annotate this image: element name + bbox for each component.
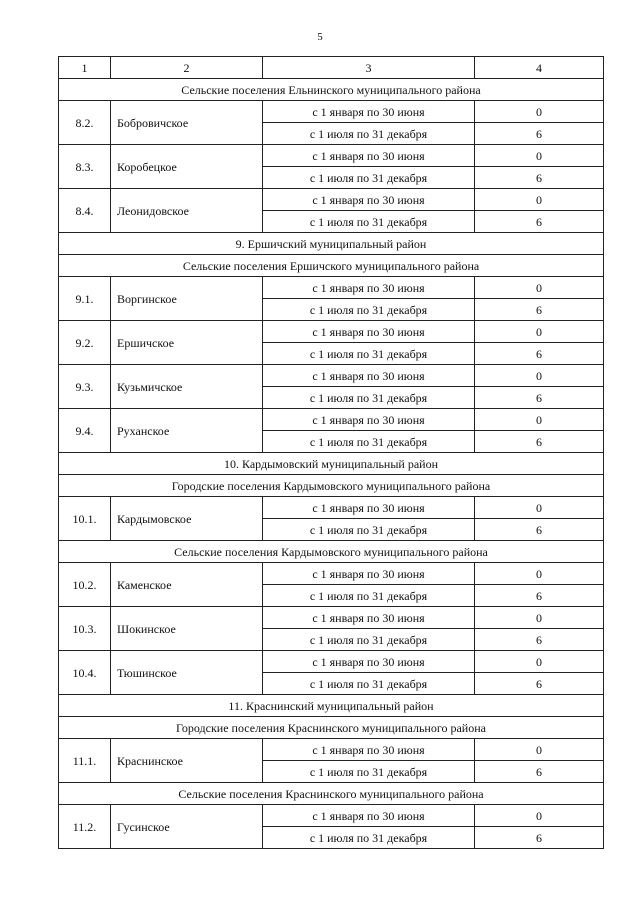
value-cell: 0 (475, 409, 604, 431)
value-cell: 6 (475, 519, 604, 541)
section-row (59, 695, 604, 717)
section-heading: Сельские поселения Ельнинского муниципального района (59, 79, 604, 101)
period-cell: с 1 января по 30 июня (263, 277, 475, 299)
period-cell: с 1 января по 30 июня (263, 189, 475, 211)
section-row (59, 717, 604, 739)
item-number: 8.3. (59, 145, 111, 189)
value-cell: 0 (475, 805, 604, 827)
section-row (59, 255, 604, 277)
value-cell: 0 (475, 563, 604, 585)
period-cell: с 1 июля по 31 декабря (263, 343, 475, 365)
item-number: 9.3. (59, 365, 111, 409)
period-cell: с 1 июля по 31 декабря (263, 167, 475, 189)
value-cell: 0 (475, 321, 604, 343)
settlement-name: Тюшинское (111, 651, 263, 695)
item-number: 10.4. (59, 651, 111, 695)
table-body (59, 57, 604, 849)
header-row (59, 57, 604, 79)
item-number: 9.2. (59, 321, 111, 365)
settlement-name: Бобровичское (111, 101, 263, 145)
value-cell: 6 (475, 387, 604, 409)
value-cell: 6 (475, 299, 604, 321)
item-number: 10.1. (59, 497, 111, 541)
settlement-name: Кардымовское (111, 497, 263, 541)
settlement-row (59, 145, 604, 167)
period-cell: с 1 июля по 31 декабря (263, 123, 475, 145)
value-cell: 0 (475, 497, 604, 519)
item-number: 11.2. (59, 805, 111, 849)
period-cell: с 1 июля по 31 декабря (263, 629, 475, 651)
value-cell: 0 (475, 365, 604, 387)
value-cell: 0 (475, 739, 604, 761)
value-cell: 6 (475, 431, 604, 453)
settlement-row (59, 365, 604, 387)
period-cell: с 1 января по 30 июня (263, 101, 475, 123)
column-number-2: 2 (111, 57, 263, 79)
section-heading: 11. Краснинский муниципальный район (59, 695, 604, 717)
period-cell: с 1 июля по 31 декабря (263, 673, 475, 695)
period-cell: с 1 января по 30 июня (263, 365, 475, 387)
period-cell: с 1 июля по 31 декабря (263, 431, 475, 453)
settlement-name: Леонидовское (111, 189, 263, 233)
settlement-name: Кузьмичское (111, 365, 263, 409)
item-number: 11.1. (59, 739, 111, 783)
value-cell: 6 (475, 761, 604, 783)
settlement-row (59, 563, 604, 585)
settlement-name: Руханское (111, 409, 263, 453)
section-heading: 9. Ершичский муниципальный район (59, 233, 604, 255)
period-cell: с 1 января по 30 июня (263, 145, 475, 167)
value-cell: 6 (475, 343, 604, 365)
settlement-name: Каменское (111, 563, 263, 607)
settlement-name: Воргинское (111, 277, 263, 321)
item-number: 10.3. (59, 607, 111, 651)
period-cell: с 1 июля по 31 декабря (263, 299, 475, 321)
settlement-name: Ершичское (111, 321, 263, 365)
section-row (59, 453, 604, 475)
value-cell: 0 (475, 101, 604, 123)
section-heading: Сельские поселения Краснинского муниципального района (59, 783, 604, 805)
section-heading: Городские поселения Кардымовского муниципального района (59, 475, 604, 497)
item-number: 8.2. (59, 101, 111, 145)
section-heading: Сельские поселения Кардымовского муниципального района (59, 541, 604, 563)
column-number-4: 4 (475, 57, 604, 79)
value-cell: 6 (475, 167, 604, 189)
period-cell: с 1 января по 30 июня (263, 563, 475, 585)
period-cell: с 1 июля по 31 декабря (263, 519, 475, 541)
value-cell: 6 (475, 827, 604, 849)
value-cell: 0 (475, 651, 604, 673)
value-cell: 0 (475, 607, 604, 629)
value-cell: 6 (475, 673, 604, 695)
period-cell: с 1 января по 30 июня (263, 497, 475, 519)
settlement-row (59, 805, 604, 827)
section-heading: 10. Кардымовский муниципальный район (59, 453, 604, 475)
settlement-row (59, 739, 604, 761)
settlement-row (59, 321, 604, 343)
settlement-name: Шокинское (111, 607, 263, 651)
period-cell: с 1 июля по 31 декабря (263, 387, 475, 409)
value-cell: 0 (475, 277, 604, 299)
section-row (59, 233, 604, 255)
column-number-1: 1 (59, 57, 111, 79)
section-row (59, 541, 604, 563)
period-cell: с 1 января по 30 июня (263, 409, 475, 431)
value-cell: 6 (475, 629, 604, 651)
item-number: 8.4. (59, 189, 111, 233)
value-cell: 6 (475, 585, 604, 607)
schedule-table (58, 56, 604, 849)
item-number: 9.4. (59, 409, 111, 453)
value-cell: 6 (475, 211, 604, 233)
section-row (59, 783, 604, 805)
item-number: 10.2. (59, 563, 111, 607)
section-heading: Городские поселения Краснинского муниципального района (59, 717, 604, 739)
period-cell: с 1 января по 30 июня (263, 651, 475, 673)
settlement-row (59, 497, 604, 519)
section-heading: Сельские поселения Ершичского муниципального района (59, 255, 604, 277)
settlement-row (59, 189, 604, 211)
settlement-row (59, 277, 604, 299)
period-cell: с 1 января по 30 июня (263, 607, 475, 629)
page-number: 5 (317, 31, 323, 43)
item-number: 9.1. (59, 277, 111, 321)
period-cell: с 1 января по 30 июня (263, 321, 475, 343)
period-cell: с 1 июля по 31 декабря (263, 211, 475, 233)
column-number-3: 3 (263, 57, 475, 79)
settlement-name: Краснинское (111, 739, 263, 783)
value-cell: 6 (475, 123, 604, 145)
settlement-name: Коробецкое (111, 145, 263, 189)
settlement-row (59, 409, 604, 431)
settlement-row (59, 651, 604, 673)
period-cell: с 1 июля по 31 декабря (263, 827, 475, 849)
section-row (59, 79, 604, 101)
section-row (59, 475, 604, 497)
period-cell: с 1 января по 30 июня (263, 805, 475, 827)
value-cell: 0 (475, 189, 604, 211)
period-cell: с 1 января по 30 июня (263, 739, 475, 761)
settlement-row (59, 101, 604, 123)
value-cell: 0 (475, 145, 604, 167)
period-cell: с 1 июля по 31 декабря (263, 761, 475, 783)
period-cell: с 1 июля по 31 декабря (263, 585, 475, 607)
settlement-row (59, 607, 604, 629)
settlement-name: Гусинское (111, 805, 263, 849)
